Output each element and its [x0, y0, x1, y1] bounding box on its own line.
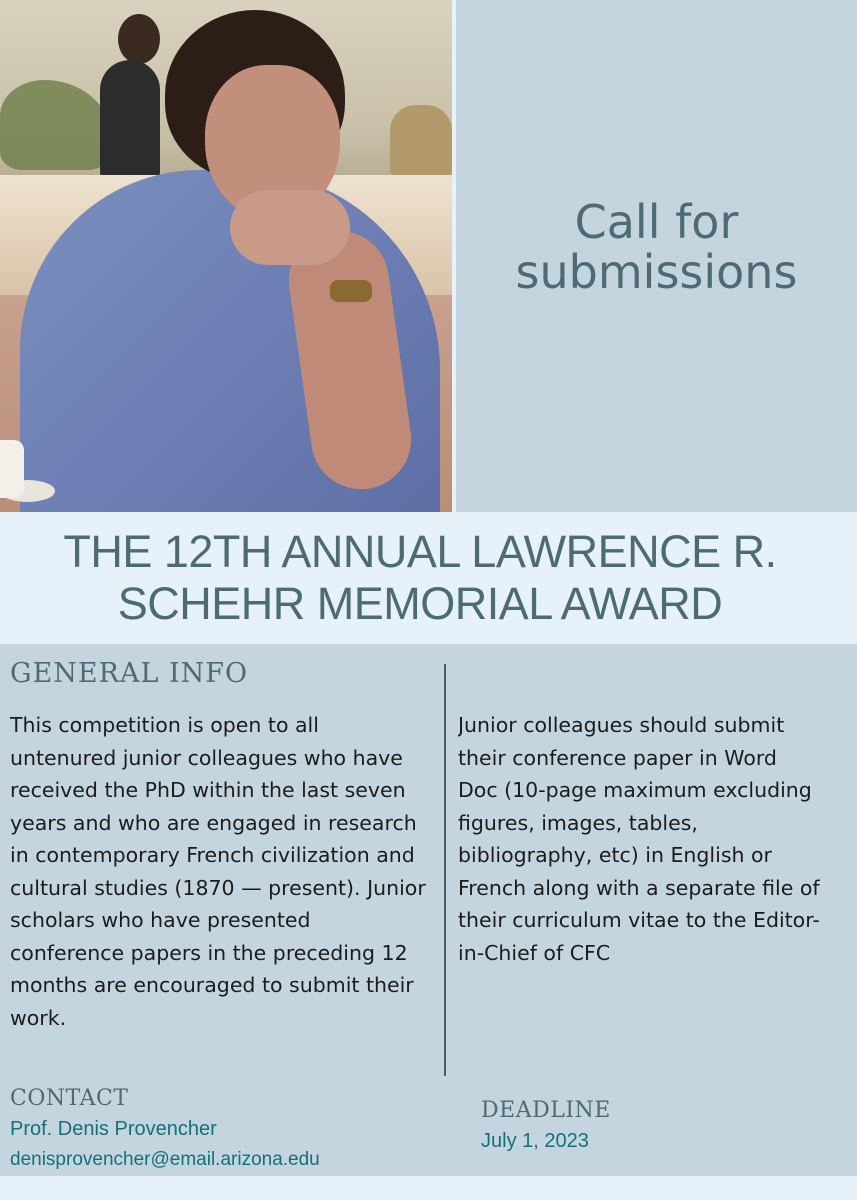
deadline-heading: DEADLINE — [481, 1098, 611, 1123]
eligibility-text: This competition is open to all untenured junior colleagues who have received the PhD within the last seven years and who are engaged in research in contemporary French civilization and cultural studies (1870 — present). Junior scholars who have presented conference papers in the preceding 12 months are encouraged to submit their work. — [10, 713, 426, 1030]
bottom-border — [0, 1176, 857, 1200]
photo-background-person-head — [118, 14, 160, 64]
photo-hand — [230, 190, 350, 265]
general-info-heading: GENERAL INFO — [10, 658, 249, 689]
deadline-date: July 1, 2023 — [481, 1130, 589, 1152]
award-title: THE 12TH ANNUAL LAWRENCE R. SCHEHR MEMORIAL AWARD — [63, 526, 777, 629]
contact-heading: CONTACT — [10, 1086, 129, 1111]
photo-watch — [330, 280, 372, 302]
contact-name: Prof. Denis Provencher — [10, 1118, 217, 1140]
call-for-submissions-panel — [456, 0, 857, 512]
contact-email-link[interactable]: denisprovencher@email.arizona.edu — [10, 1149, 320, 1170]
portrait-photo — [0, 0, 452, 512]
photo-background-person — [100, 60, 160, 180]
award-title-banner — [0, 512, 857, 644]
info-panel — [0, 644, 857, 1176]
photo-cup — [0, 440, 24, 498]
submission-instructions-text: Junior colleagues should submit their conference paper in Word Doc (10-page maximum excluding figures, images, tables, bibliography, etc) in English or French along with a separate file of their curriculum vitae to the Editor- in-Chief of CFC — [458, 713, 820, 965]
column-divider — [444, 664, 446, 1076]
photo-background-person-right — [390, 105, 452, 175]
call-for-submissions-title: Call for submissions — [515, 195, 798, 299]
